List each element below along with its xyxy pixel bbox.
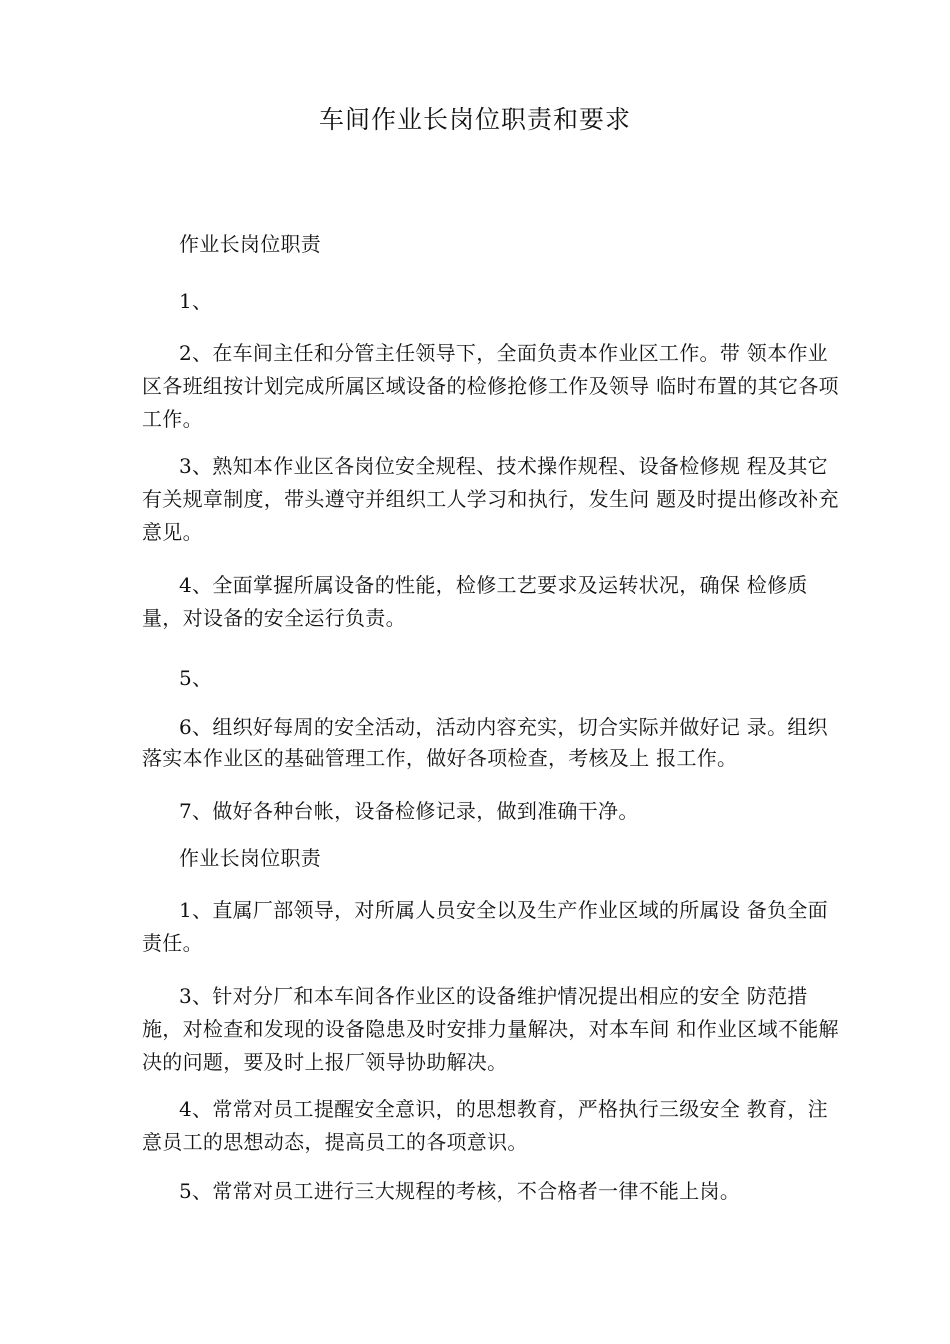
paragraph-item-3b: 3、针对分厂和本车间各作业区的设备维护情况提出相应的安全 防范措施，对检查和发现的设备隐患及时安排力量解决，对本车间 和作业区域不能解决的问题，要及时上报厂领导协助解决。: [142, 984, 839, 1074]
paragraph-item-1b: 1、直属厂部领导，对所属人员安全以及生产作业区域的所属设 备负全面责任。: [142, 898, 828, 955]
paragraph-item-2: 2、在车间主任和分管主任领导下，全面负责本作业区工作。带 领本作业区各班组按计划完成所属区域设备的检修抢修工作及领导 临时布置的其它各项工作。: [142, 341, 839, 431]
paragraph-item-4: 4、全面掌握所属设备的性能，检修工艺要求及运转状况，确保 检修质量，对设备的安全运行负责。: [142, 573, 808, 630]
paragraph-item-6: 6、组织好每周的安全活动，活动内容充实，切合实际并做好记 录。组织落实本作业区的基础管理工作，做好各项检查，考核及上 报工作。: [142, 715, 828, 770]
paragraph-item-3: 3、熟知本作业区各岗位安全规程、技术操作规程、设备检修规 程及其它有关规章制度，带头遵守并组织工人学习和执行，发生问 题及时提出修改补充意见。: [142, 454, 839, 544]
paragraph-item-7: 7、做好各种台帐，设备检修记录，做到准确干净。: [179, 799, 639, 823]
paragraph-item-1: 1、: [179, 289, 213, 313]
section-heading-duties-1: 作业长岗位职责: [179, 232, 322, 256]
paragraph-item-5: 5、: [179, 666, 213, 690]
section-heading-duties-2: 作业长岗位职责: [179, 846, 322, 870]
document-title: 车间作业长岗位职责和要求: [318, 105, 631, 134]
paragraph-item-4b: 4、常常对员工提醒安全意识，的思想教育，严格执行三级安全 教育，注意员工的思想动态，提高员工的各项意识。: [142, 1097, 828, 1154]
paragraph-item-5b: 5、常常对员工进行三大规程的考核，不合格者一律不能上岗。: [179, 1179, 741, 1203]
